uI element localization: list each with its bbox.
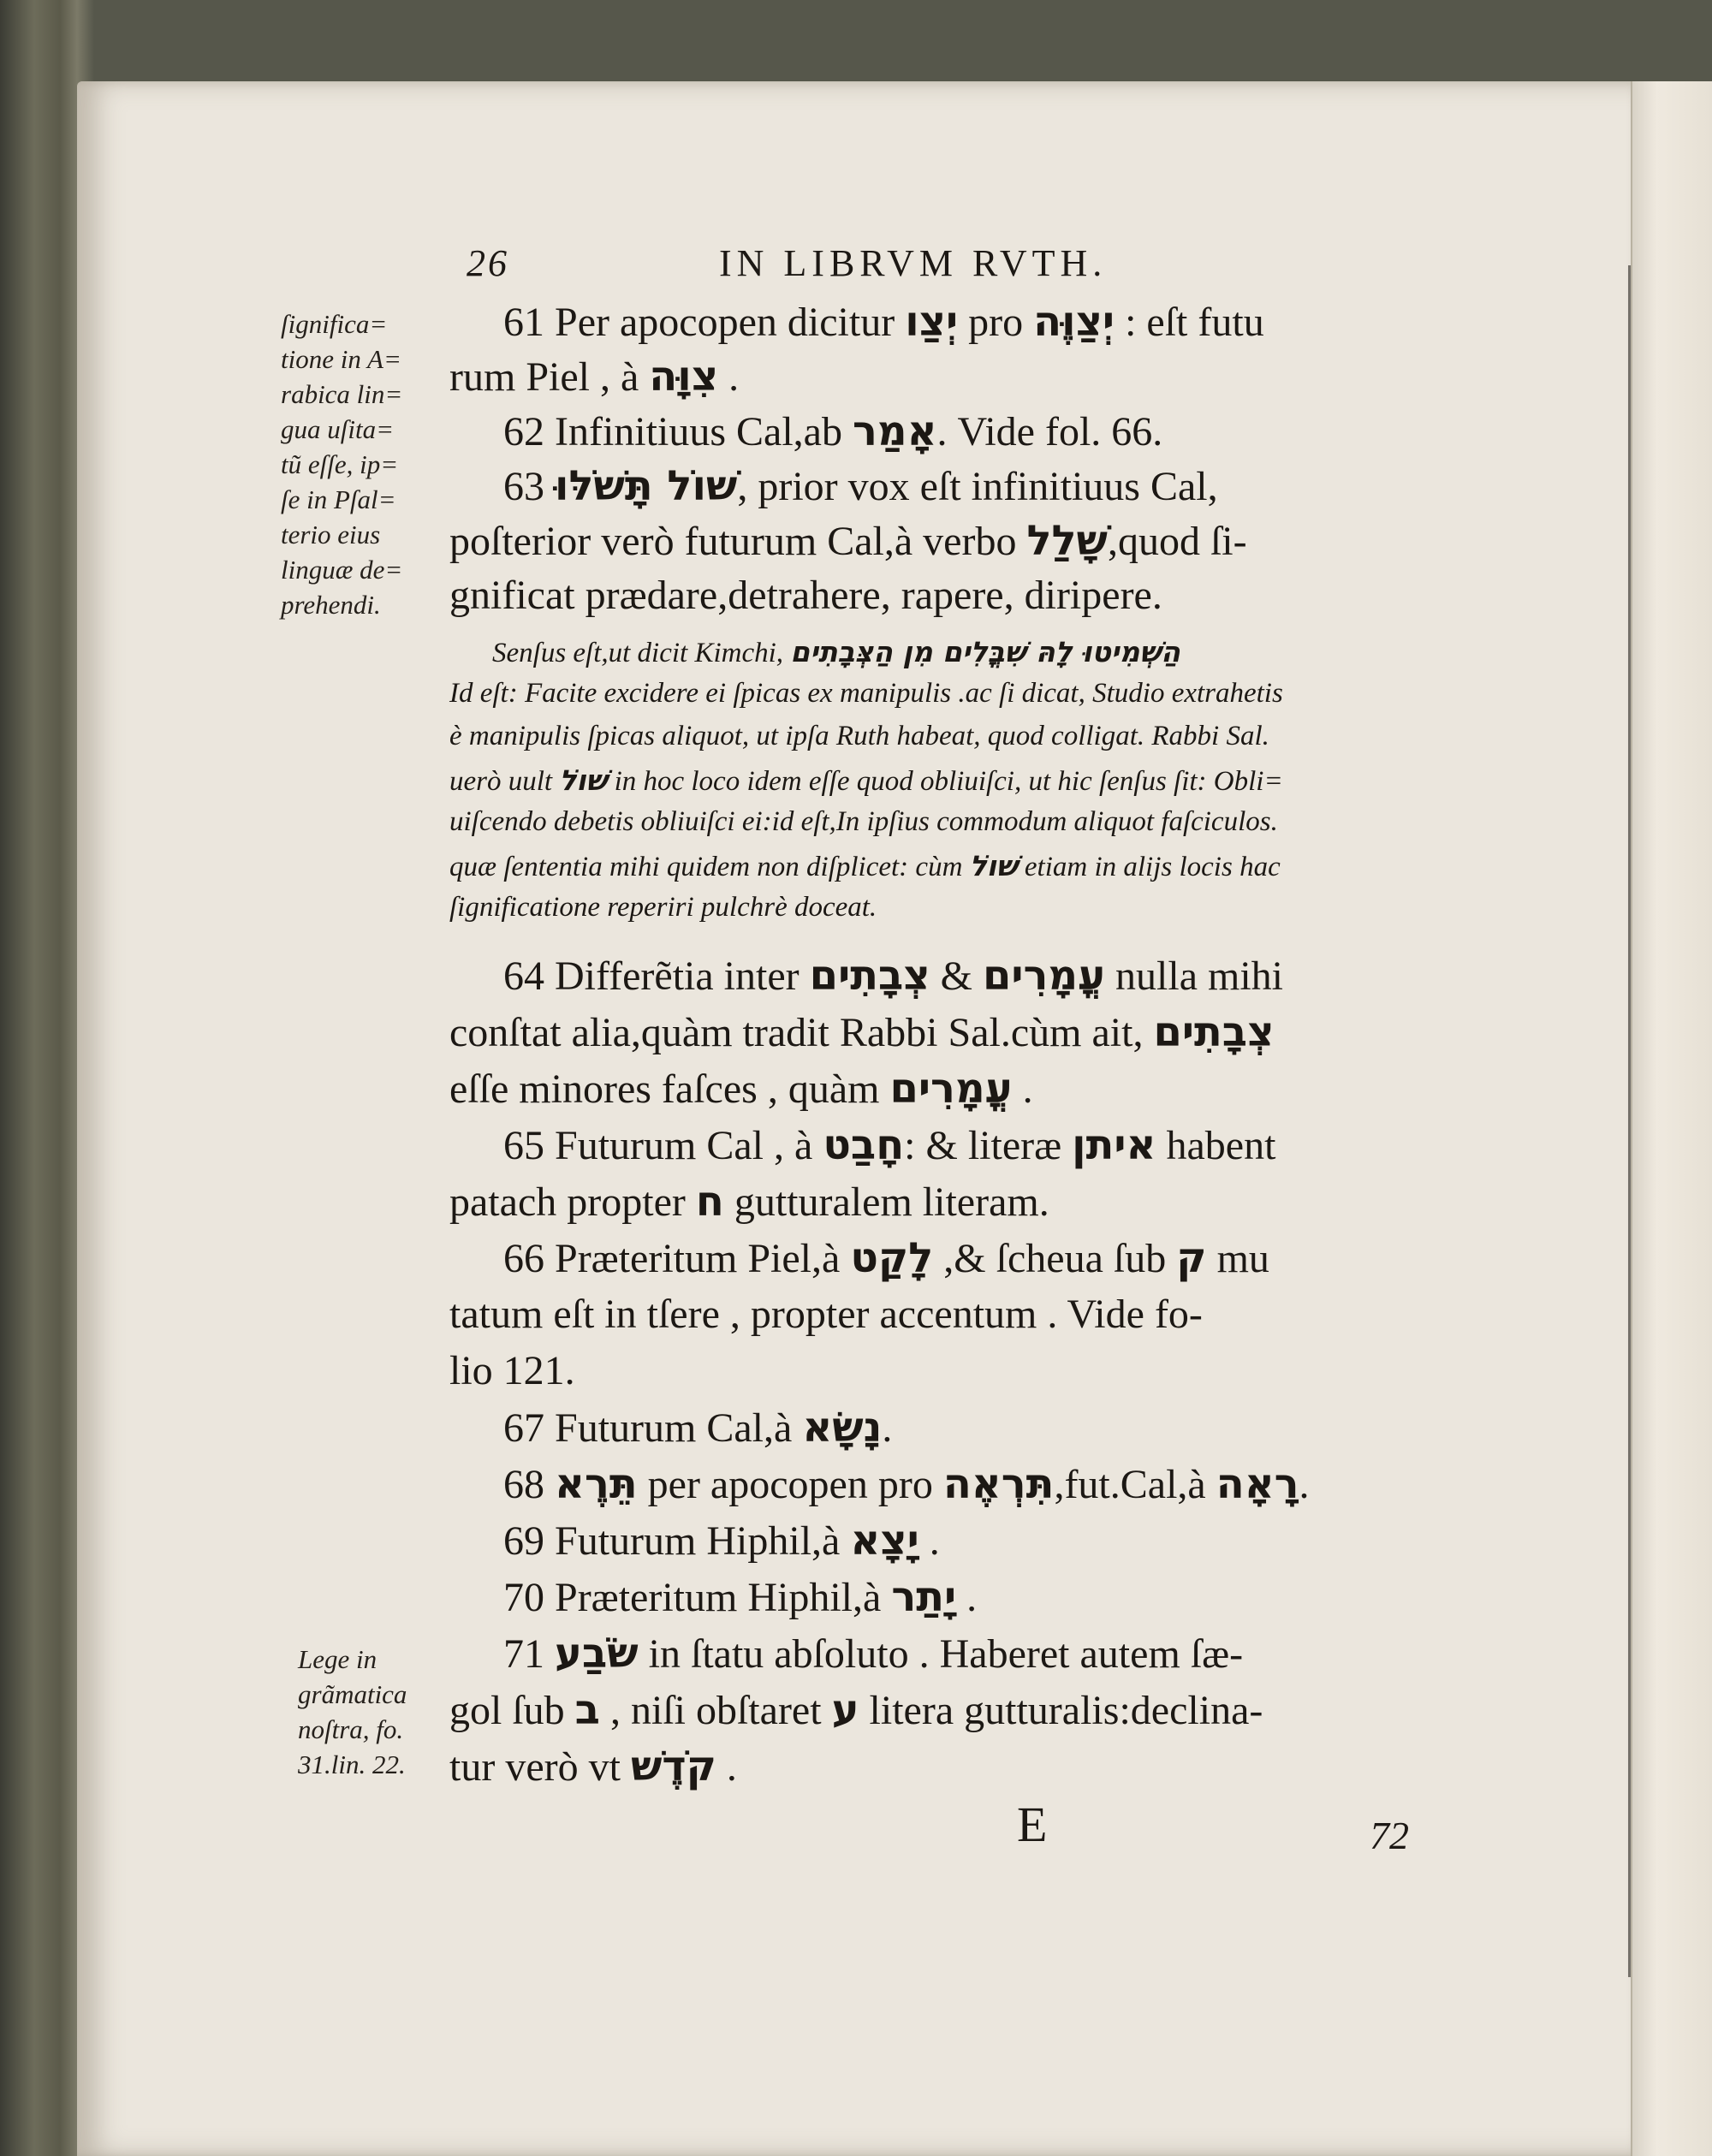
hebrew-word: ע — [831, 1686, 859, 1734]
margin-note-line: prehendi. — [281, 590, 381, 620]
page-number: 26 — [467, 242, 509, 284]
hebrew-word: הַשְׁמִיטוּ לָהּ שִׁבֳּלִים מִן הַצְּבָתִים — [790, 635, 1180, 668]
text-line — [503, 1234, 1269, 1282]
margin-note-line: grãmatica — [298, 1679, 407, 1709]
latin-text: in ſtatu abſoluto . Haberet autem ſæ- — [638, 1631, 1244, 1677]
text-line — [503, 1573, 977, 1621]
latin-text: . — [718, 354, 740, 400]
text-line — [503, 462, 1218, 510]
hebrew-word: שָׁלַל — [1026, 517, 1108, 565]
hebrew-word: יָצָא — [850, 1517, 919, 1565]
latin-text: . — [956, 1575, 978, 1620]
hebrew-word: שׁוֹל — [969, 849, 1018, 882]
latin-text: poſterior verò futurum Cal,à verbo — [449, 519, 1027, 564]
latin-text: 69 Futurum Hiphil,à — [503, 1518, 851, 1564]
hebrew-word: ק — [1176, 1234, 1207, 1282]
text-line — [449, 353, 739, 401]
hebrew-word: רָאָה — [1216, 1460, 1299, 1508]
text-line — [449, 1347, 575, 1394]
margin-note-line: tũ eſſe, ip= — [281, 449, 399, 479]
latin-text: è manipulis ſpicas aliquot, ut ipſa Ruth habeat, quod colligat. Rabbi Sal. — [449, 721, 1269, 751]
latin-text: mu — [1206, 1236, 1269, 1281]
latin-text: . — [1012, 1066, 1033, 1112]
latin-text: gnificat prædare,detrahere, rapere, diripere. — [449, 573, 1162, 618]
margin-note-line: rabica lin= — [281, 379, 403, 409]
latin-text: ſignificatione reperiri pulchrè doceat. — [449, 892, 877, 923]
text-line — [449, 1743, 737, 1791]
hebrew-word: יְצַוֶּה — [1033, 298, 1115, 346]
latin-text: uerò uult — [449, 766, 560, 797]
latin-text: per apocopen pro — [637, 1462, 943, 1507]
latin-text: uiſcendo debetis obliuiſci ei:id eſt,In ipſius commodum aliquot faſciculos. — [449, 806, 1278, 837]
commentary-line — [449, 806, 1278, 838]
commentary-line — [449, 763, 1283, 798]
hebrew-word: איתן — [1072, 1121, 1156, 1169]
latin-text: 68 — [503, 1462, 555, 1507]
text-line — [503, 1121, 1275, 1169]
margin-note-line: linguæ de= — [281, 555, 403, 585]
latin-text: habent — [1156, 1123, 1276, 1168]
latin-text: gutturalem literam. — [723, 1179, 1049, 1225]
latin-text: . — [1299, 1462, 1310, 1507]
latin-text: pro — [958, 300, 1034, 345]
latin-text: nulla mihi — [1105, 953, 1284, 999]
margin-note-line: terio eius — [281, 520, 381, 549]
running-title: IN LIBRVM RVTH. — [719, 242, 1108, 284]
latin-text: , prior vox eſt infinitiuus Cal, — [737, 464, 1218, 509]
hebrew-word: שׁוֹל — [559, 763, 608, 797]
latin-text: etiam in alijs locis hac — [1017, 852, 1281, 882]
page-header — [0, 241, 1712, 284]
text-line — [503, 1517, 940, 1565]
margin-note-line: ſignifica= — [281, 309, 388, 339]
latin-text: ,fut.Cal,à — [1054, 1462, 1216, 1507]
latin-text: litera gutturalis:declina- — [859, 1688, 1263, 1733]
margin-note-line: ſe in Pſal= — [281, 484, 396, 514]
catchword: 72 — [1370, 1814, 1409, 1857]
margin-note-1 — [281, 306, 402, 622]
hebrew-word: שׁוֹל תָּשֹׁלּוּ — [555, 462, 738, 510]
latin-text: 70 Præteritum Hiphil,à — [503, 1575, 892, 1620]
commentary-line — [492, 635, 1180, 669]
latin-text: & — [930, 953, 983, 999]
text-line — [449, 517, 1247, 565]
hebrew-word: תִּרְאֶה — [942, 1460, 1055, 1508]
margin-note-line: gua uſita= — [281, 414, 395, 444]
margin-note-line: noſtra, fo. — [298, 1714, 404, 1744]
text-line — [449, 1291, 1203, 1338]
commentary-line — [449, 678, 1283, 710]
latin-text: tur verò vt — [449, 1744, 631, 1790]
latin-text: conſtat alia,quàm tradit Rabbi Sal.cùm ait, — [449, 1010, 1154, 1055]
commentary-line — [449, 849, 1281, 883]
hebrew-word: נָשָׂא — [802, 1404, 883, 1452]
hebrew-word: צְבָתִים — [809, 952, 930, 1000]
facing-page-edge — [1631, 81, 1712, 2156]
latin-text: 62 Infinitiuus Cal,ab — [503, 409, 853, 454]
text-line — [449, 1178, 1049, 1226]
latin-text: 66 Præteritum Piel,à — [503, 1236, 851, 1281]
latin-text: . — [716, 1744, 737, 1790]
signature-mark: E — [1017, 1797, 1048, 1852]
margin-note-line: tione in A= — [281, 344, 401, 374]
hebrew-word: יָתַר — [891, 1573, 957, 1621]
latin-text: Senſus eſt,ut dicit Kimchi, — [492, 638, 791, 668]
latin-text: : & literæ — [904, 1123, 1073, 1168]
hebrew-word: יְצַו — [905, 298, 959, 346]
latin-text: : eſt futu — [1115, 300, 1264, 345]
text-line — [449, 1065, 1033, 1113]
hebrew-word: שֹׂבַע — [555, 1630, 639, 1678]
commentary-line — [449, 721, 1269, 752]
commentary-line — [449, 892, 877, 924]
hebrew-word: קֹדֶשׁ — [630, 1743, 716, 1791]
latin-text: gol ſub — [449, 1688, 575, 1733]
text-line — [503, 1630, 1243, 1678]
latin-text: 67 Futurum Cal,à — [503, 1405, 803, 1451]
latin-text: 63 — [503, 464, 555, 509]
page-fold-line — [1628, 265, 1631, 1977]
hebrew-word: עֳמָרִים — [982, 952, 1106, 1000]
text-line — [449, 1008, 1274, 1056]
latin-text: 64 Differẽtia inter — [503, 953, 810, 999]
latin-text: rum Piel , à — [449, 354, 650, 400]
margin-note-2 — [298, 1642, 407, 1782]
text-line — [503, 407, 1162, 455]
latin-text: . — [918, 1518, 940, 1564]
text-line — [503, 952, 1283, 1000]
latin-text: . Vide fol. 66. — [936, 409, 1163, 454]
text-line — [503, 1404, 892, 1452]
latin-text: quæ ſententia mihi quidem non diſplicet: cùm — [449, 852, 970, 882]
latin-text: 61 Per apocopen dicitur — [503, 300, 906, 345]
latin-text: Id eſt: Facite excidere ei ſpicas ex manipulis .ac ſi dicat, Studio extrahetis — [449, 678, 1283, 709]
latin-text: lio 121. — [449, 1348, 575, 1393]
latin-text: ,& ſcheua ſub — [933, 1236, 1177, 1281]
hebrew-word: צְבָתִים — [1153, 1008, 1275, 1056]
latin-text: 65 Futurum Cal , à — [503, 1123, 823, 1168]
latin-text: 71 — [503, 1631, 555, 1677]
latin-text: eſſe minores faſces , quàm — [449, 1066, 890, 1112]
latin-text: tatum eſt in tſere , propter accentum . Vide fo- — [449, 1292, 1203, 1337]
text-line — [449, 572, 1162, 619]
latin-text: ,quod ſi- — [1107, 519, 1247, 564]
text-line — [503, 298, 1264, 346]
latin-text: in hoc loco idem eſſe quod obliuiſci, ut hic ſenſus ſit: Obli= — [607, 766, 1283, 797]
margin-note-line: Lege in — [298, 1644, 377, 1674]
hebrew-word: ב — [574, 1686, 600, 1734]
hebrew-word: חָבַט — [823, 1121, 905, 1169]
hebrew-word: ח — [695, 1178, 724, 1226]
latin-text: . — [882, 1405, 893, 1451]
text-line — [449, 1686, 1263, 1734]
margin-note-line: 31.lin. 22. — [298, 1749, 406, 1779]
hebrew-word: עֳמָרִים — [889, 1065, 1013, 1113]
hebrew-word: תֵּרֶא — [555, 1460, 638, 1508]
latin-text: patach propter — [449, 1179, 696, 1225]
latin-text: , niſi obſtaret — [599, 1688, 832, 1733]
text-line — [503, 1460, 1310, 1508]
hebrew-word: אָמַר — [852, 407, 937, 455]
hebrew-word: צִוָּה — [649, 353, 719, 401]
hebrew-word: לָקַט — [850, 1234, 934, 1282]
